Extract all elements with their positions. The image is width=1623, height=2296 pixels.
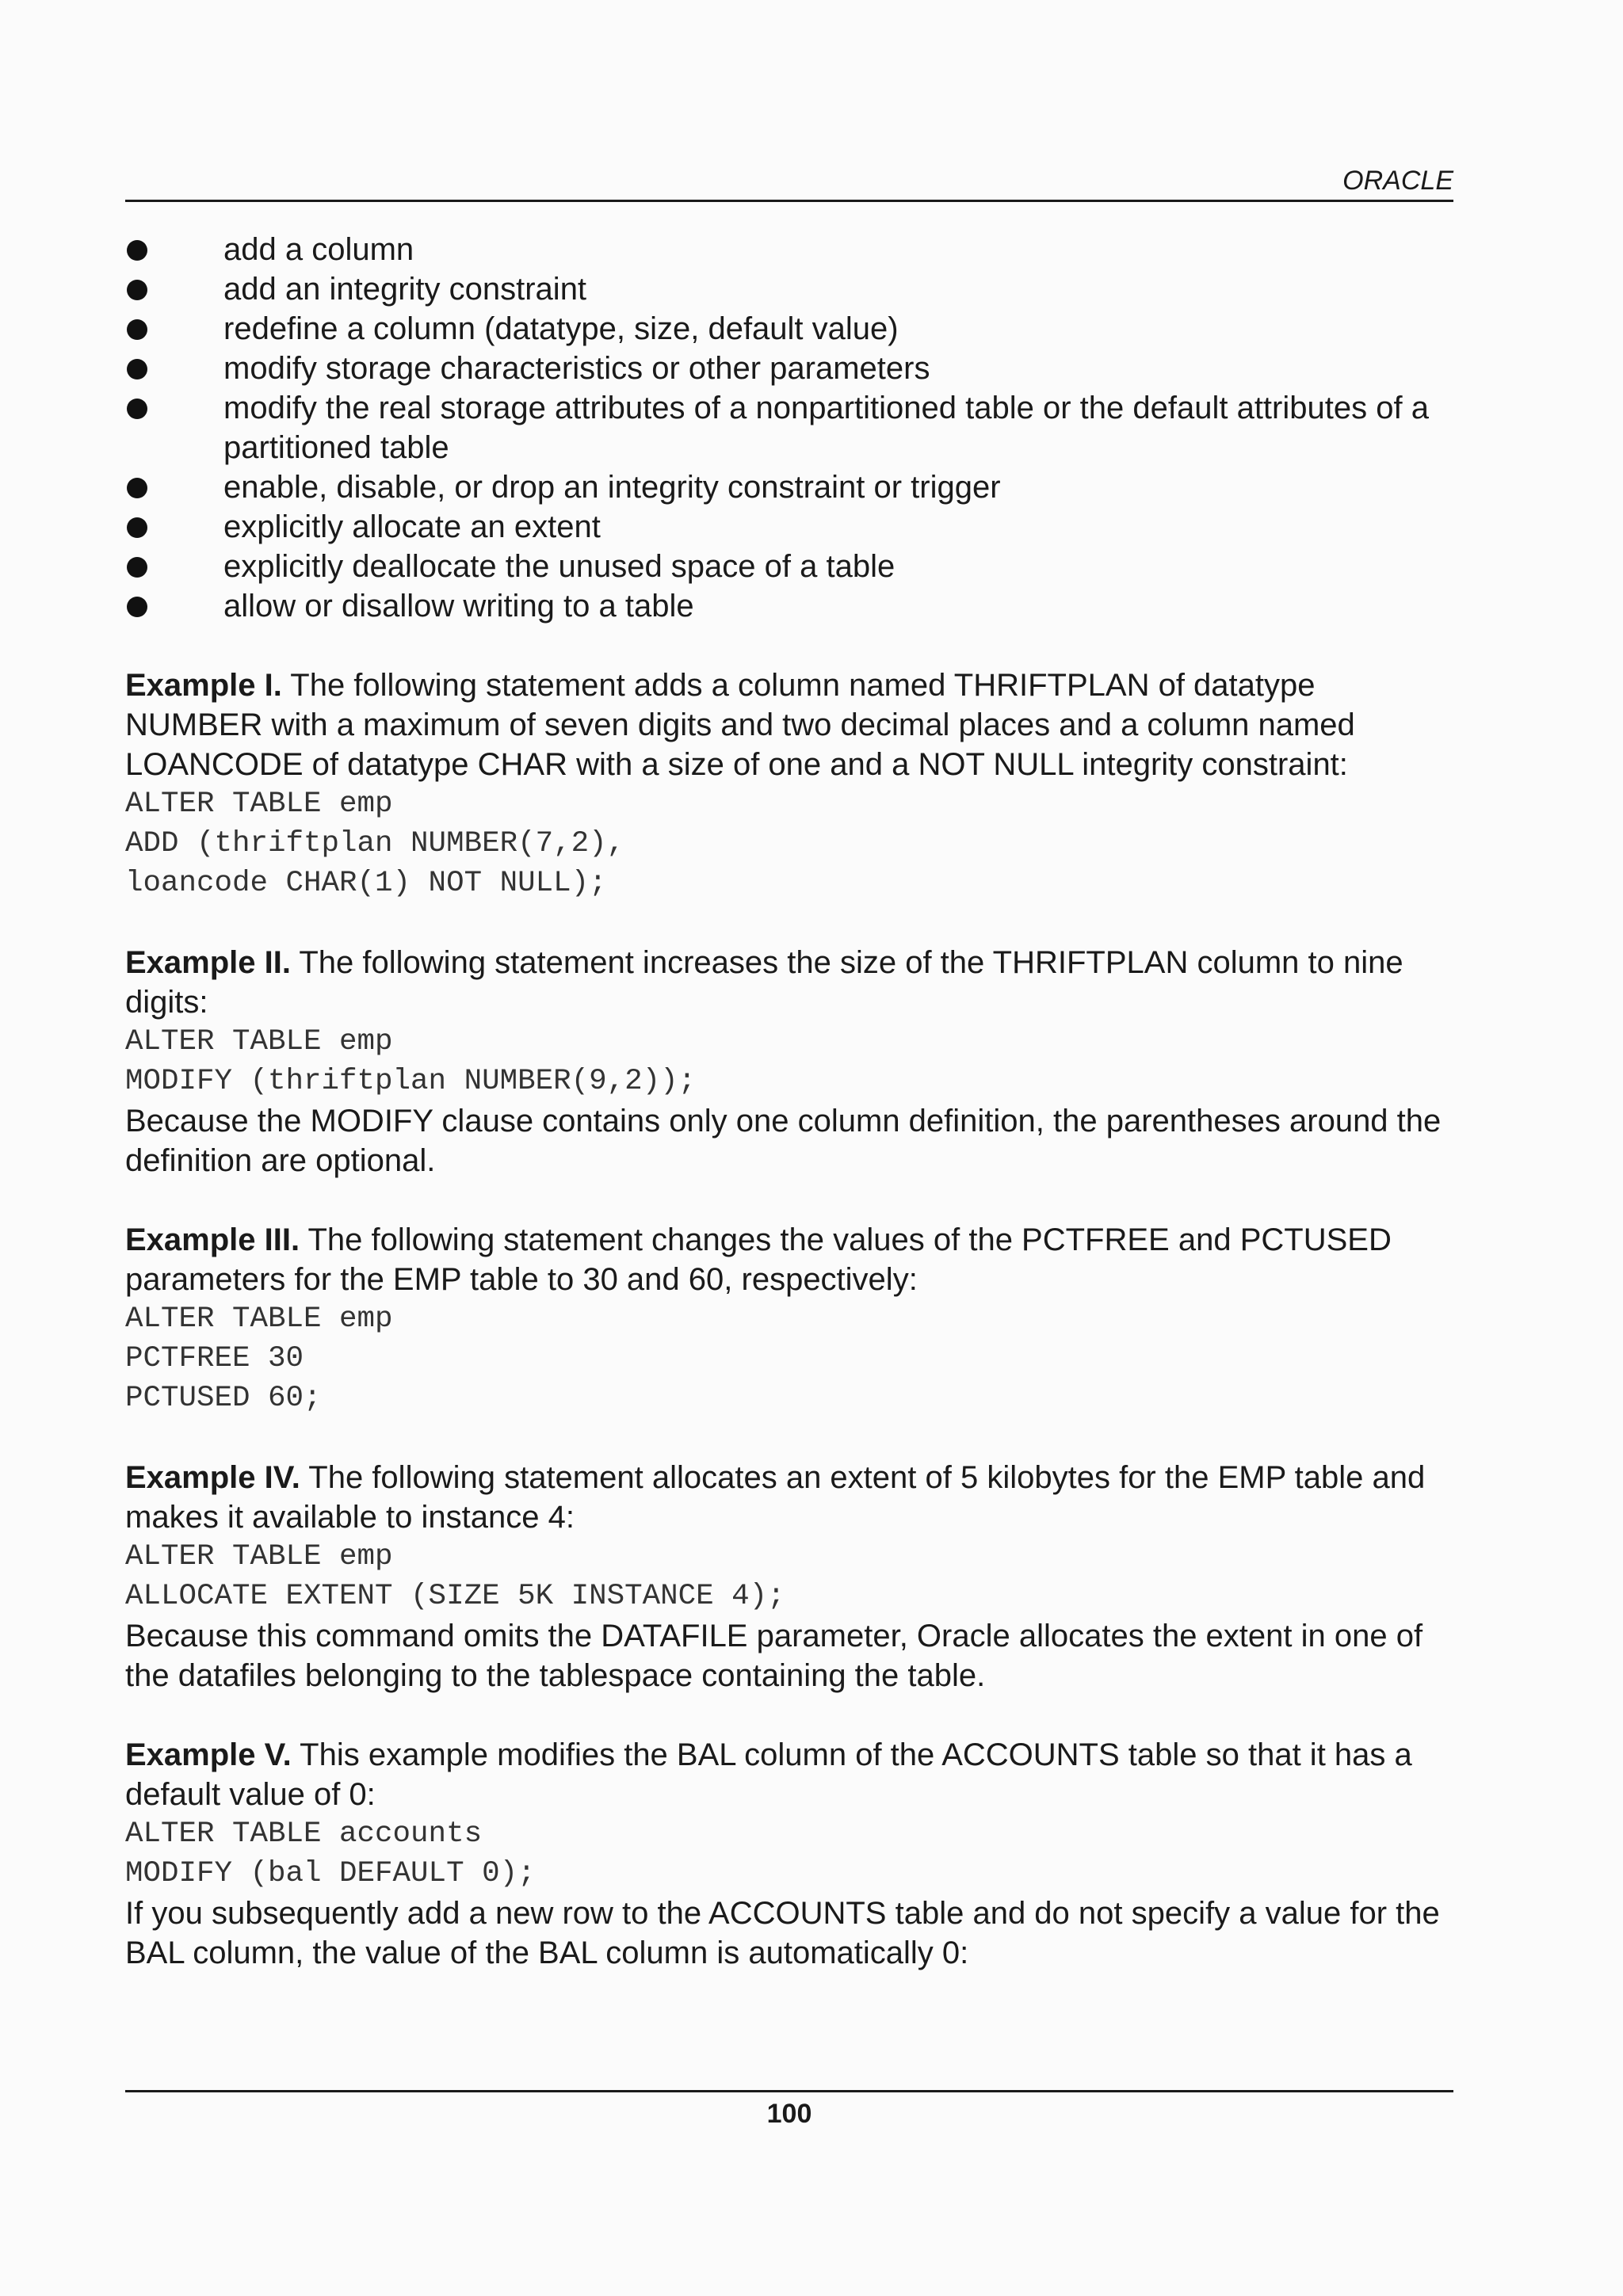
bullet-icon — [127, 478, 147, 498]
bullet-icon — [127, 359, 147, 379]
bullet-icon — [127, 240, 147, 261]
example-note: Because this command omits the DATAFILE parameter, Oracle allocates the extent in one of the datafiles belonging to the tablespace containing the table. — [125, 1619, 1423, 1693]
example-title: Example III. — [125, 1222, 300, 1257]
code-line: ALTER TABLE emp — [125, 788, 393, 821]
bullet-item: enable, disable, or drop an integrity constraint or trigger — [125, 467, 1453, 507]
code-line: ALTER TABLE emp — [125, 1540, 393, 1573]
example-3 — [125, 1220, 1453, 1418]
example-description: Example V. This example modifies the BAL column of the ACCOUNTS table so that it has a default value of 0: — [125, 1737, 1412, 1812]
example-description: Example I. The following statement adds a column named THRIFTPLAN of datatype NUMBER with a maximum of seven digits and two decimal places and a column named LOANCODE of datatype CHAR with a size of one and a NOT NULL integrity constraint: — [125, 668, 1355, 782]
example-description: Example III. The following statement changes the values of the PCTFREE and PCTUSED parameters for the EMP table to 30 and 60, respectively: — [125, 1222, 1392, 1297]
code-line: ADD (thriftplan NUMBER(7,2), — [125, 827, 625, 860]
code-line: ALLOCATE EXTENT (SIZE 5K INSTANCE 4); — [125, 1580, 785, 1613]
example-description: Example IV. The following statement allocates an extent of 5 kilobytes for the EMP table and makes it available to instance 4: — [125, 1460, 1426, 1535]
code-line: MODIFY (bal DEFAULT 0); — [125, 1857, 536, 1890]
bullet-item: allow or disallow writing to a table — [125, 586, 1453, 626]
code-line: ALTER TABLE emp — [125, 1025, 393, 1058]
example-note: If you subsequently add a new row to the ACCOUNTS table and do not specify a value for the BAL column, the value of the BAL column is automatically 0: — [125, 1896, 1440, 1970]
example-title: Example IV. — [125, 1460, 300, 1495]
page-number: 100 — [766, 2099, 812, 2129]
bullet-icon — [127, 319, 147, 340]
bullet-item: redefine a column (datatype, size, default value) — [125, 309, 1453, 349]
example-note: Because the MODIFY clause contains only one column definition, the parentheses around the definition are optional. — [125, 1104, 1442, 1178]
bullet-icon — [127, 517, 147, 538]
running-header: ORACLE — [1342, 166, 1453, 196]
example-title: Example II. — [125, 945, 291, 980]
bullet-item: explicitly deallocate the unused space of a table — [125, 547, 1453, 586]
example-5 — [125, 1735, 1453, 1973]
document-page — [125, 0, 1453, 2296]
code-line: PCTFREE 30 — [125, 1342, 304, 1375]
example-title: Example V. — [125, 1737, 292, 1772]
example-1 — [125, 666, 1453, 903]
bullet-item: explicitly allocate an extent — [125, 507, 1453, 547]
example-title: Example I. — [125, 668, 282, 703]
bullet-list — [125, 230, 1453, 626]
example-description: Example II. The following statement increases the size of the THRIFTPLAN column to nine digits: — [125, 945, 1403, 1020]
footer-rule — [125, 2090, 1453, 2092]
code-line: ALTER TABLE accounts — [125, 1817, 483, 1851]
code-line: MODIFY (thriftplan NUMBER(9,2)); — [125, 1065, 697, 1098]
code-line: PCTUSED 60; — [125, 1382, 322, 1415]
example-4 — [125, 1458, 1453, 1695]
bullet-icon — [127, 557, 147, 578]
code-line: ALTER TABLE emp — [125, 1302, 393, 1336]
bullet-item: add a column — [125, 230, 1453, 269]
bullet-item: add an integrity constraint — [125, 269, 1453, 309]
code-line: loancode CHAR(1) NOT NULL); — [125, 867, 607, 900]
bullet-item: modify storage characteristics or other parameters — [125, 349, 1453, 388]
bullet-icon — [127, 280, 147, 300]
bullet-item: modify the real storage attributes of a nonpartitioned table or the default attributes of a partitioned table — [125, 388, 1453, 467]
header-rule — [125, 200, 1453, 202]
bullet-icon — [127, 597, 147, 617]
page-content — [125, 230, 1453, 1973]
bullet-icon — [127, 399, 147, 419]
example-2 — [125, 943, 1453, 1180]
